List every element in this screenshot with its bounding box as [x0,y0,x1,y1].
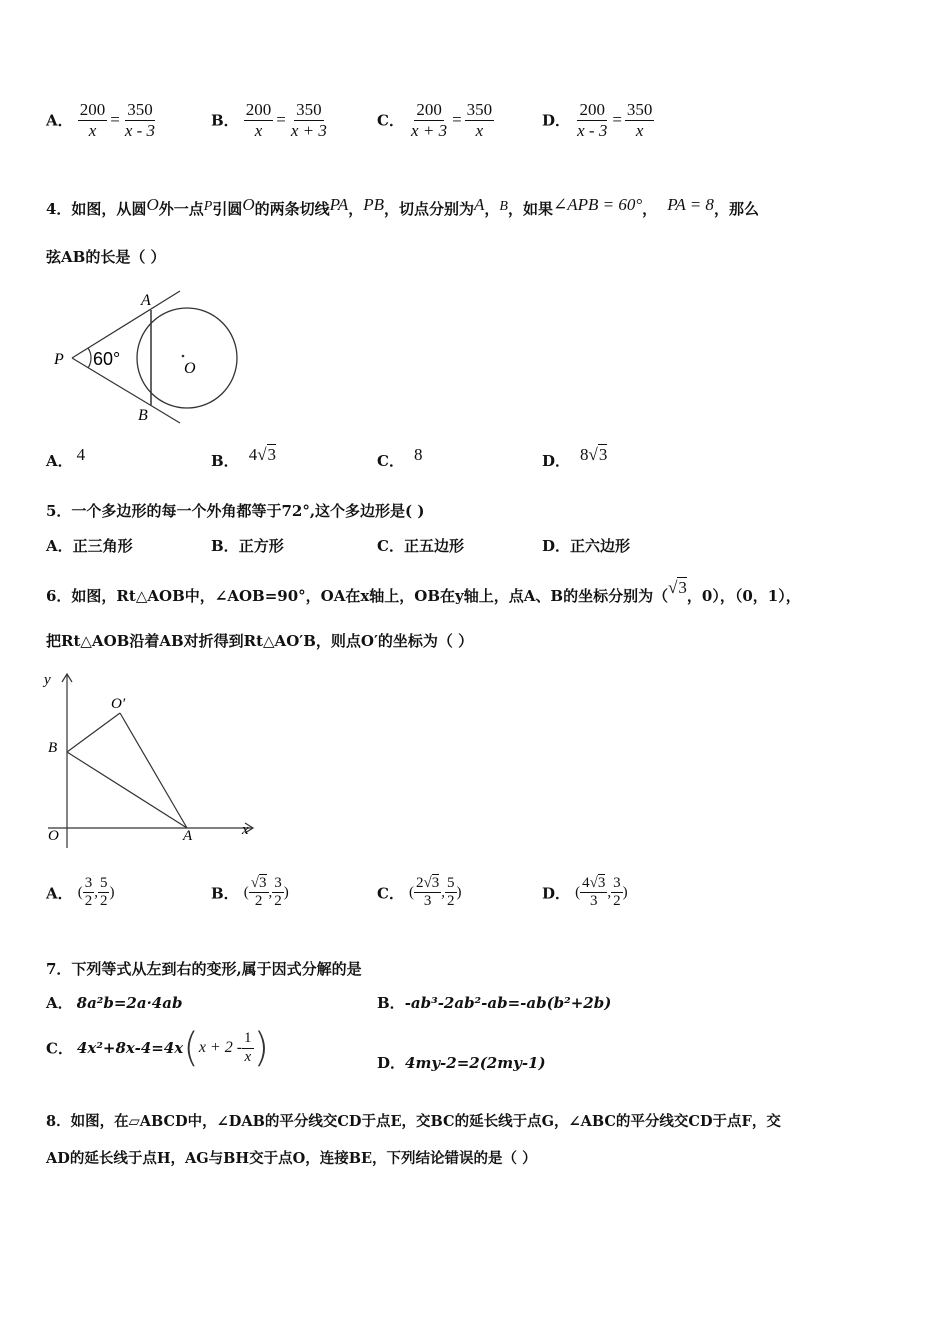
q7-option-b[interactable]: B．-ab³-2ab²-ab=-ab(b²+2b) [377,994,612,1012]
label-y: y [44,672,51,688]
center-dot [182,355,185,358]
q6-option-c[interactable]: C． ( $\frac{2√3}{3}$ , $\frac{5}{2}$ ) [377,875,462,910]
q6-options [46,875,906,925]
q6-figure [40,670,255,850]
q7-option-d[interactable]: D．4my-2=2(2my-1) [377,1054,546,1072]
q3-option-d[interactable]: D． $\frac{200}{x - 3}$ = $\frac{350}{x}$ [542,100,653,140]
q6-option-b[interactable]: B． ( $\frac{√3}{2}$ , $\frac{3}{2}$ ) [211,875,289,910]
lhs-fraction: $\frac{200}{x + 3}$ [411,100,448,140]
q4-option-c[interactable]: C． 8 [377,445,423,470]
label-angle: 60° [93,349,121,369]
option-label: B． [211,111,239,130]
segment-o-prime-a [120,713,187,828]
q7-option-a[interactable]: A． 8a²b=2a·4ab [46,994,183,1012]
sqrt: √3 [588,445,608,464]
q4-stem-line2: 弦AB的长是（ ） [46,248,166,266]
rhs-fraction: $\frac{350}{x}$ [466,100,493,140]
q4-option-a[interactable]: A． 4 [46,445,86,470]
option-label: C． [377,111,404,130]
q4-stem: 4．如图，从圆O外一点P引圆O的两条切线PA，PB，切点分别为A，B，如果∠APB = 60°， PA = 8，那么 [46,195,759,218]
q5-option-c[interactable]: C．正五边形 [377,537,464,555]
q8-stem: 8．如图，在▱ABCD中，∠DAB的平分线交CD于点E，交BC的延长线于点G，∠ABC的平分线交CD于点F，交 [46,1113,781,1130]
label-p: P [54,351,64,368]
q6-stem: 6．如图，Rt△AOB中，∠AOB=90°，OA在x轴上，OB在y轴上，点A、B的坐标分别为（√3，0），（0，1）， [46,578,801,605]
option-label: A． [46,111,73,130]
rhs-fraction: $\frac{350}{x + 3}$ [290,100,327,140]
q3-option-c[interactable]: C． $\frac{200}{x + 3}$ = $\frac{350}{x}$ [377,100,493,140]
q5-option-d[interactable]: D．正六边形 [542,537,631,555]
sqrt: √3 [668,578,687,597]
label-a: A [141,292,151,309]
q7-stem: 7．下列等式从左到右的变形,属于因式分解的是 [46,960,362,978]
q3-option-a[interactable]: A． $\frac{200}{x}$ = $\frac{350}{x - 3}$ [46,100,156,140]
lhs-fraction: $\frac{200}{x - 3}$ [577,100,608,140]
q3-options [46,100,906,152]
label-o-prime: O′ [111,696,126,712]
q3-option-b[interactable]: B． $\frac{200}{x}$ = $\frac{350}{x + 3}$ [211,100,327,140]
q5-option-b[interactable]: B．正方形 [211,537,284,555]
q6-option-a[interactable]: A． ( $\frac{3}{2}$ , $\frac{5}{2}$ ) [46,875,115,910]
label-x: x [242,822,249,838]
q6-option-d[interactable]: D． ( $\frac{4√3}{3}$ , $\frac{3}{2}$ ) [542,875,628,910]
q7-option-c[interactable]: C． 4x²+8x-4=4x(x + 2 - $\frac{1}{x}$ ) [46,1025,270,1071]
q6-stem-line2: 把Rt△AOB沿着AB对折得到Rt△AO′B，则点O′的坐标为（ ） [46,632,474,650]
sqrt: √3 [257,445,277,464]
segment-bo-prime [67,713,120,752]
label-b: B [48,740,58,756]
label-b: B [138,407,148,424]
circle-o [137,308,237,408]
label-o: O [48,828,59,844]
q5-stem: 5．一个多边形的每一个外角都等于72°,这个多边形是( ) [46,502,425,520]
option-label: D． [542,111,571,130]
q5-option-a[interactable]: A．正三角形 [46,537,133,555]
q8-stem-line2: AD的延长线于点H，AG与BH交于点O，连接BE，下列结论错误的是（ ） [46,1150,537,1167]
lhs-fraction: $\frac{200}{x}$ [79,100,106,140]
q4-figure [50,285,250,425]
q5-options [46,535,906,559]
segment-ba [67,752,187,828]
q4-option-d[interactable]: D． 8√3 [542,445,608,470]
q4-options [46,445,906,475]
label-a: A [183,828,193,844]
angle-arc [88,348,91,368]
label-o: O [184,360,196,377]
rhs-fraction: $\frac{350}{x}$ [626,100,653,140]
lhs-fraction: $\frac{200}{x}$ [245,100,272,140]
rhs-fraction: $\frac{350}{x - 3}$ [124,100,156,140]
q4-option-b[interactable]: B． 4√3 [211,445,277,470]
